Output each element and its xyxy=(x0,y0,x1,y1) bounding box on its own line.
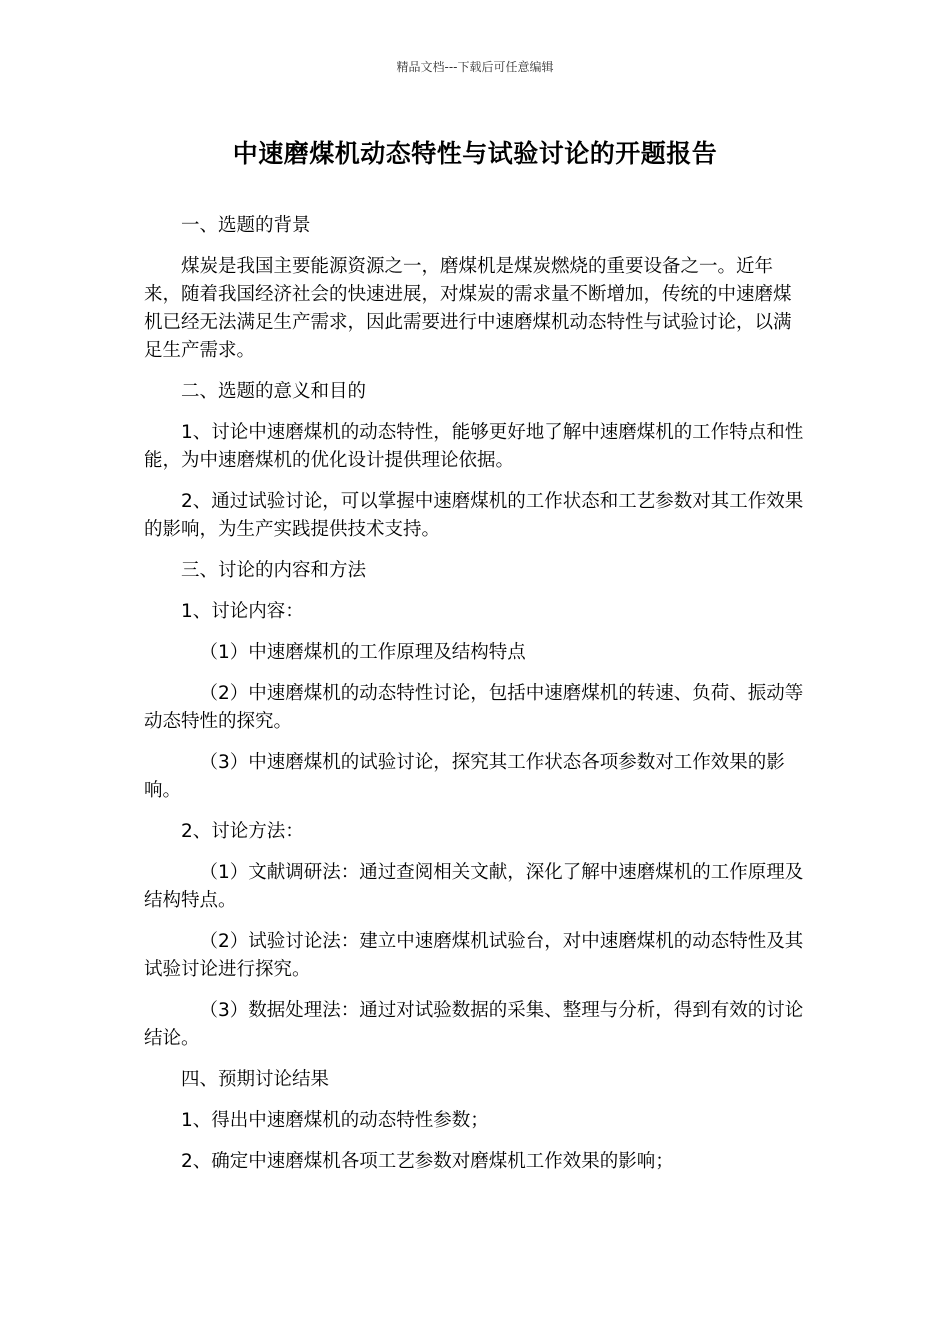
paragraph-background: 煤炭是我国主要能源资源之一，磨煤机是煤炭燃烧的重要设备之一。近年来，随着我国经济社会的快速进展，对煤炭的需求量不断增加，传统的中速磨煤机已经无法满足生产需求，因此需要进行中速磨煤机动态特性与试验讨论，以满足生产需求。 xyxy=(144,256,792,361)
page-header-note: 精品文档---下载后可任意编辑 xyxy=(396,60,554,74)
section-heading-background: 一、选题的背景 xyxy=(181,215,311,236)
method-item-1: （1）文献调研法：通过查阅相关文献，深化了解中速磨煤机的工作原理及结构特点。 xyxy=(144,862,804,911)
section-heading-content-methods: 三、讨论的内容和方法 xyxy=(181,560,367,581)
content-item-3: （3）中速磨煤机的试验讨论，探究其工作状态各项参数对工作效果的影响。 xyxy=(144,752,785,801)
content-item-2: （2）中速磨煤机的动态特性讨论，包括中速磨煤机的转速、负荷、振动等动态特性的探究。 xyxy=(144,683,804,732)
subheading-methods: 2、讨论方法： xyxy=(181,821,304,842)
section-heading-significance: 二、选题的意义和目的 xyxy=(181,381,367,402)
expected-result-1: 1、得出中速磨煤机的动态特性参数； xyxy=(181,1110,489,1131)
document-title: 中速磨煤机动态特性与试验讨论的开题报告 xyxy=(232,139,718,168)
paragraph-significance-1: 1、讨论中速磨煤机的动态特性，能够更好地了解中速磨煤机的工作特点和性能，为中速磨煤机的优化设计提供理论依据。 xyxy=(144,422,804,471)
document-body xyxy=(144,212,808,1189)
subheading-content: 1、讨论内容： xyxy=(181,601,304,622)
content-item-1: （1）中速磨煤机的工作原理及结构特点 xyxy=(199,642,526,663)
section-heading-expected-results: 四、预期讨论结果 xyxy=(181,1069,330,1090)
method-item-2: （2）试验讨论法：建立中速磨煤机试验台，对中速磨煤机的动态特性及其试验讨论进行探究。 xyxy=(144,931,804,980)
expected-result-2: 2、确定中速磨煤机各项工艺参数对磨煤机工作效果的影响； xyxy=(181,1151,674,1172)
paragraph-significance-2: 2、通过试验讨论，可以掌握中速磨煤机的工作状态和工艺参数对其工作效果的影响，为生产实践提供技术支持。 xyxy=(144,491,804,540)
method-item-3: （3）数据处理法：通过对试验数据的采集、整理与分析，得到有效的讨论结论。 xyxy=(144,1000,804,1049)
